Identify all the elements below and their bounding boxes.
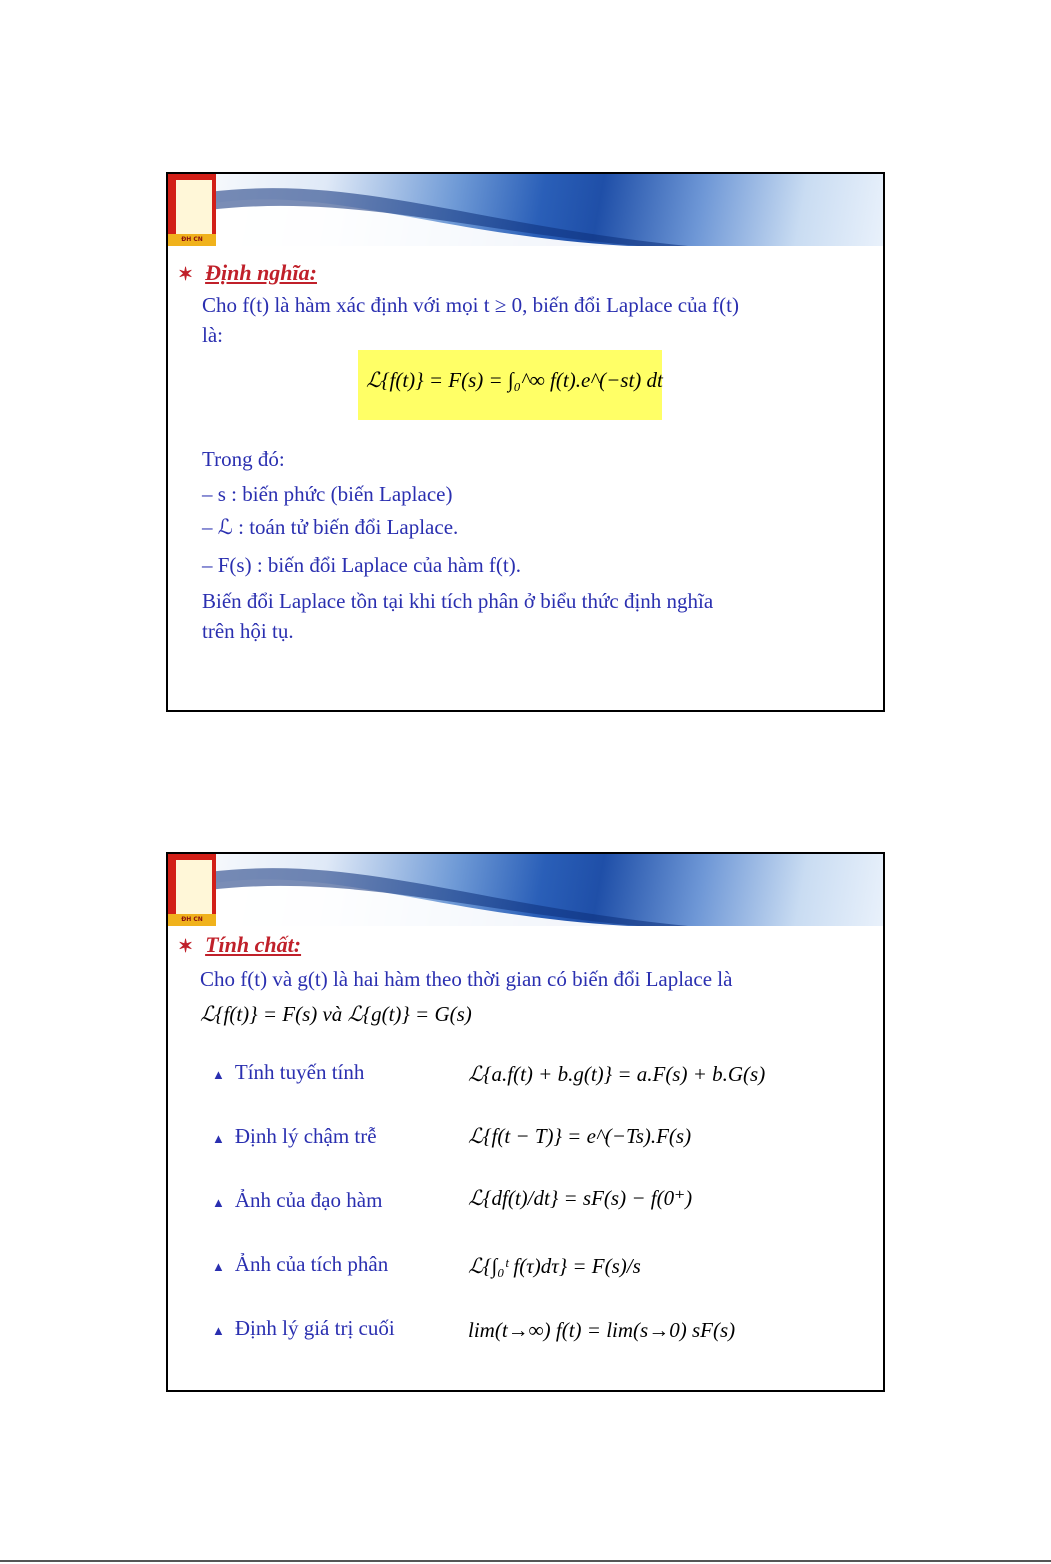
university-logo: ĐH CN (168, 174, 216, 246)
property-label-integral: ▲ Ảnh của tích phân (212, 1252, 389, 1276)
triangle-bullet-icon: ▲ (212, 1131, 225, 1146)
properties-intro-line2: ℒ{f(t)} = F(s) và ℒ{g(t)} = G(s) (200, 1002, 472, 1026)
note-line1: Biến đổi Laplace tồn tại khi tích phân ở biểu thức định nghĩa (202, 589, 714, 613)
slide-banner (168, 174, 883, 246)
heading-properties: ✶ Tính chất: (178, 932, 302, 957)
slide-properties (166, 852, 885, 1392)
slide-banner (168, 854, 883, 926)
where-item-s: – s : biến phức (biến Laplace) (202, 482, 453, 506)
triangle-bullet-icon: ▲ (212, 1259, 225, 1274)
note-line2: trên hội tụ. (202, 619, 294, 643)
definition-intro-line1: Cho f(t) là hàm xác định với mọi t ≥ 0, biến đổi Laplace của f(t) (202, 293, 739, 317)
triangle-bullet-icon: ▲ (212, 1067, 225, 1082)
triangle-bullet-icon: ▲ (212, 1195, 225, 1210)
property-formula-delay: ℒ{f(t − T)} = e^(−Ts).F(s) (468, 1124, 692, 1148)
formula-text: ℒ{f(t)} = F(s) = ∫₀^∞ f(t).e^(−st) dt (366, 368, 663, 392)
property-label-delay: ▲ Định lý chậm trễ (212, 1124, 377, 1148)
property-label-final-value: ▲ Định lý giá trị cuối (212, 1316, 395, 1340)
university-logo: ĐH CN (168, 854, 216, 926)
bullet-star-icon: ✶ (178, 936, 194, 956)
where-label: Trong đó: (202, 447, 285, 471)
slide-definition (166, 172, 885, 712)
where-item-fs: – F(s) : biến đổi Laplace của hàm f(t). (202, 553, 521, 577)
heading-definition: ✶ Định nghĩa: (178, 260, 317, 285)
property-formula-linearity: ℒ{a.f(t) + b.g(t)} = a.F(s) + b.G(s) (468, 1062, 766, 1086)
banner-swoosh (208, 854, 885, 926)
properties-intro-line1: Cho f(t) và g(t) là hai hàm theo thời gian có biến đổi Laplace là (200, 967, 733, 991)
bullet-star-icon: ✶ (178, 264, 194, 284)
property-formula-final-value: lim(t→∞) f(t) = lim(s→0) sF(s) (468, 1318, 736, 1342)
page-bottom-rule (0, 1560, 1051, 1562)
definition-intro-line2: là: (202, 323, 223, 347)
property-label-derivative: ▲ Ảnh của đạo hàm (212, 1188, 383, 1212)
property-formula-derivative: ℒ{df(t)/dt} = sF(s) − f(0⁺) (468, 1186, 693, 1210)
triangle-bullet-icon: ▲ (212, 1323, 225, 1338)
laplace-definition-formula (358, 350, 662, 420)
banner-swoosh (208, 174, 885, 246)
where-item-operator: – ℒ : toán tử biến đổi Laplace. (202, 515, 459, 539)
property-label-linearity: ▲ Tính tuyến tính (212, 1060, 365, 1084)
property-formula-integral: ℒ{∫₀ᵗ f(τ)dτ} = F(s)/s (468, 1254, 641, 1278)
